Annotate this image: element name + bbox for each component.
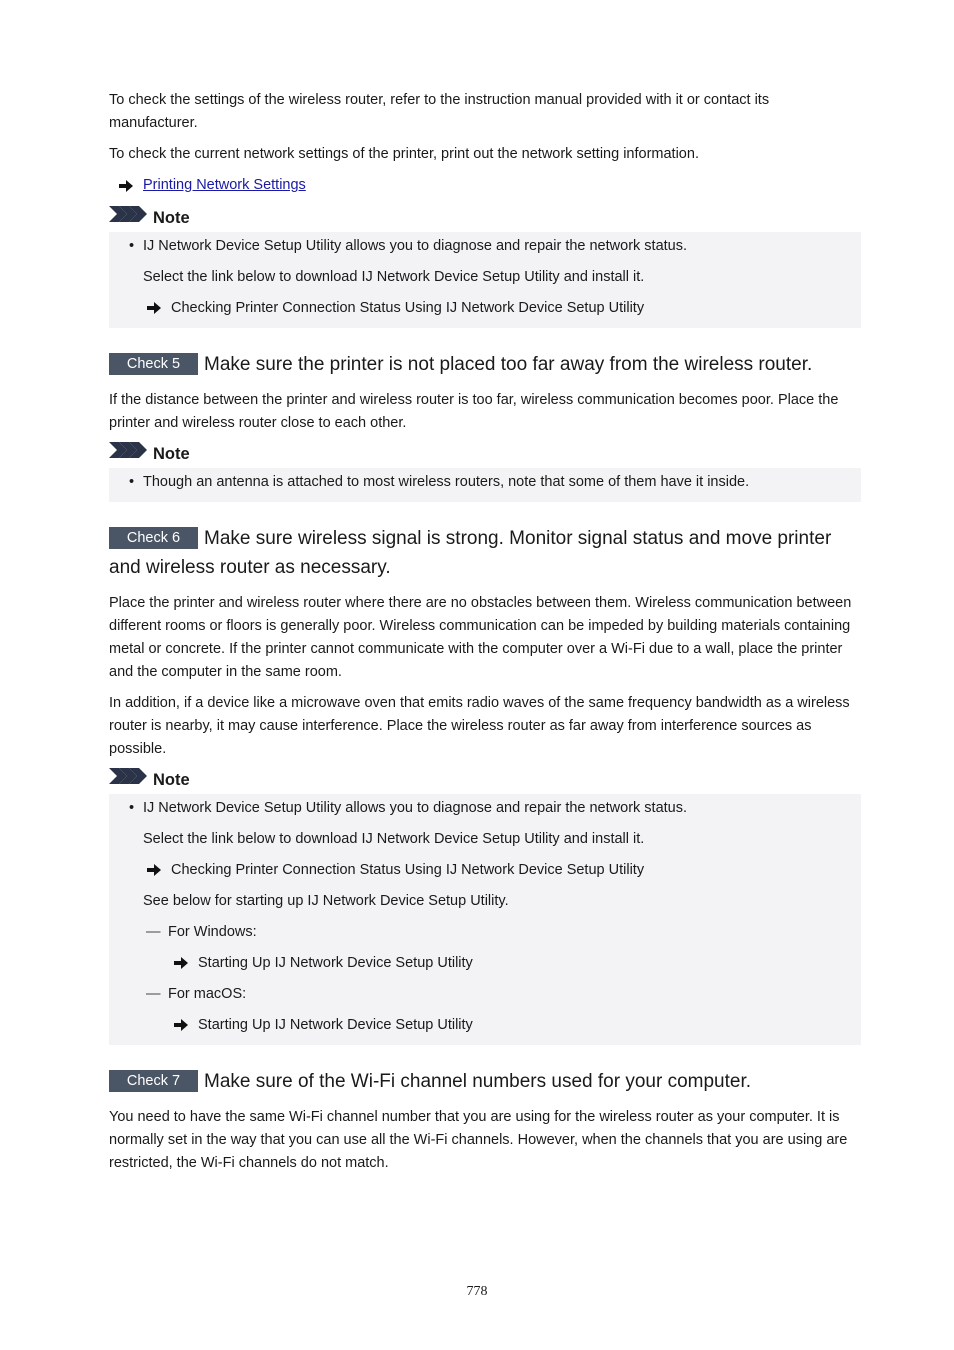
arrow-right-icon <box>174 957 188 969</box>
bullet-icon: • <box>129 238 135 254</box>
arrow-right-icon <box>119 180 133 192</box>
note-box <box>109 794 861 1045</box>
note-title: Note <box>153 770 190 789</box>
arrow-right-icon <box>174 1019 188 1031</box>
check-5-title: Make sure the printer is not placed too far away from the wireless router. <box>204 354 813 375</box>
note-bullet-row <box>129 471 843 494</box>
note-heading <box>109 207 861 229</box>
arrow-right-icon <box>147 864 161 876</box>
note-bullet-text: IJ Network Device Setup Utility allows you to diagnose and repair the network status. <box>143 800 688 816</box>
macos-link-row <box>129 1014 843 1037</box>
check-6-badge: Check 6 <box>109 527 198 549</box>
note-heading <box>109 443 861 465</box>
note-line <box>129 828 843 851</box>
connection-status-link[interactable]: Checking Printer Connection Status Using IJ Network Device Setup Utility <box>171 862 645 878</box>
note-bullet-text: Though an antenna is attached to most wireless routers, note that some of them have it inside. <box>143 474 750 490</box>
note-text: Select the link below to download IJ Network Device Setup Utility and install it. <box>143 831 645 847</box>
note-line <box>129 266 843 289</box>
printing-network-settings-link[interactable]: Printing Network Settings <box>143 177 306 193</box>
page-number: 778 <box>466 1284 488 1299</box>
note-link-row <box>129 297 843 320</box>
note-line <box>129 890 843 913</box>
chevron-note-icon <box>109 442 147 466</box>
note-bullet-row <box>129 235 843 258</box>
check-7-heading <box>109 1067 861 1096</box>
page-content <box>109 89 861 1183</box>
macos-row <box>129 983 843 1006</box>
note-link-row <box>129 859 843 882</box>
check-5-heading <box>109 350 861 379</box>
check-6-title: Make sure wireless signal is strong. Monitor signal status and move printer and wireless router as necessary. <box>109 528 832 578</box>
note-text: See below for starting up IJ Network Device Setup Utility. <box>143 893 509 909</box>
macos-startup-link[interactable]: Starting Up IJ Network Device Setup Utility <box>198 1017 473 1033</box>
check-6-heading <box>109 524 861 582</box>
check-6-paragraph-1: Place the printer and wireless router where there are no obstacles between them. Wireless communication between different rooms or floors is generally poor. Wireless communication can be impeded by building materials containing metal or concrete. If the printer cannot communicate with the computer over a Wi-Fi due to a wall, place the printer and the computer in the same room. <box>109 595 852 680</box>
note-title: Note <box>153 444 190 463</box>
check-5-body: If the distance between the printer and wireless router is too far, wireless communication becomes poor. Place the printer and wireless router close to each other. <box>109 392 839 431</box>
windows-label: For Windows: <box>168 924 257 940</box>
arrow-right-icon <box>147 302 161 314</box>
check-7-body: You need to have the same Wi-Fi channel number that you are using for the wireless router as your computer. It is normally set in the way that you can use all the Wi-Fi channels. However, when the channels that you are using are restricted, the Wi-Fi channels do not match. <box>109 1109 848 1171</box>
note-box <box>109 468 861 502</box>
windows-row <box>129 921 843 944</box>
windows-startup-link[interactable]: Starting Up IJ Network Device Setup Utility <box>198 955 473 971</box>
note-text: Select the link below to download IJ Network Device Setup Utility and install it. <box>143 269 645 285</box>
check-7-title: Make sure of the Wi-Fi channel numbers used for your computer. <box>204 1071 752 1092</box>
note-title: Note <box>153 208 190 227</box>
bullet-icon: • <box>129 800 135 816</box>
intro-paragraph-2: To check the current network settings of the printer, print out the network setting information. <box>109 146 699 162</box>
note-bullet-row <box>129 797 843 820</box>
dash-icon: — <box>146 924 161 940</box>
printing-network-settings-row <box>119 174 861 197</box>
check-7-badge: Check 7 <box>109 1070 198 1092</box>
macos-label: For macOS: <box>168 986 247 1002</box>
note-heading <box>109 769 861 791</box>
windows-link-row <box>129 952 843 975</box>
chevron-note-icon <box>109 206 147 230</box>
note-bullet-text: IJ Network Device Setup Utility allows you to diagnose and repair the network status. <box>143 238 688 254</box>
chevron-note-icon <box>109 768 147 792</box>
check-6-paragraph-2: In addition, if a device like a microwave oven that emits radio waves of the same frequency bandwidth as a wireless router is nearby, it may cause interference. Place the wireless router as far away from interference sources as possible. <box>109 695 850 757</box>
connection-status-link[interactable]: Checking Printer Connection Status Using IJ Network Device Setup Utility <box>171 300 645 316</box>
bullet-icon: • <box>129 474 135 490</box>
intro-paragraph-1: To check the settings of the wireless router, refer to the instruction manual provided with it or contact its manufacturer. <box>109 92 770 131</box>
note-box <box>109 232 861 328</box>
check-5-badge: Check 5 <box>109 353 198 375</box>
dash-icon: — <box>146 986 161 1002</box>
